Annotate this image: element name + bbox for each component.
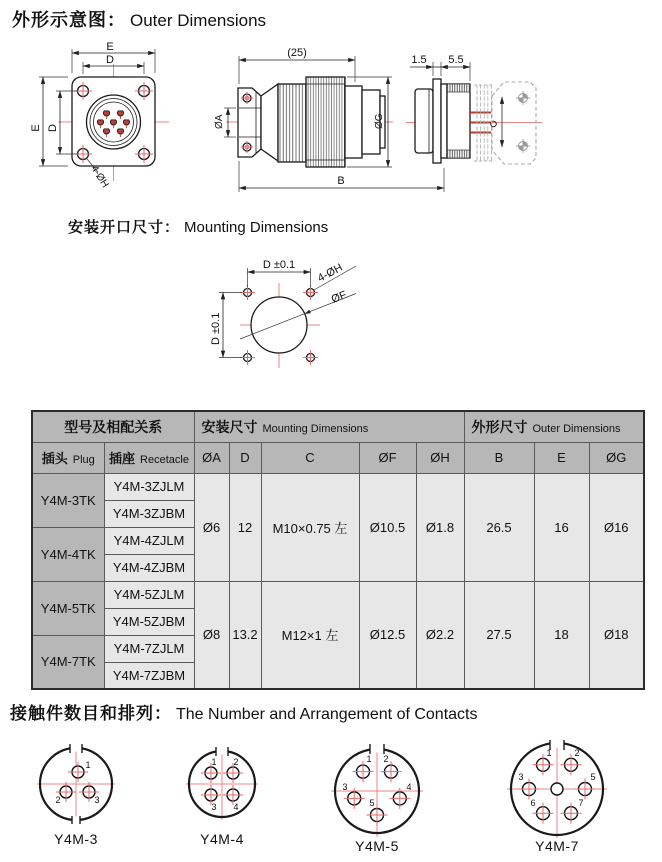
face-y4m-4 <box>186 747 258 847</box>
pin-number: 5 <box>369 798 375 808</box>
contact-arrangement-drawing <box>0 740 662 860</box>
dim-25: (25) <box>287 47 307 59</box>
value-h: Ø2.2 <box>416 581 464 689</box>
pin-number: 3 <box>342 782 348 792</box>
pin-number: 3 <box>211 802 217 812</box>
outer-dimensions-title-en: Outer Dimensions <box>130 11 267 30</box>
header-col-e: E <box>534 442 589 473</box>
value-a: Ø6 <box>194 473 229 581</box>
spec-table <box>31 410 645 690</box>
face-pins <box>56 762 99 802</box>
receptacle-model-cell: Y4M-4ZJBM <box>104 554 194 581</box>
pin-number: 2 <box>574 748 580 758</box>
pin-number: 1 <box>366 754 372 764</box>
header-model-group: 型号及相配关系 <box>32 411 194 442</box>
plug-model-cell: Y4M-5TK <box>32 581 104 635</box>
value-f: Ø12.5 <box>359 581 416 689</box>
plug-model-cell: Y4M-3TK <box>32 473 104 527</box>
face-y4m-3 <box>37 744 115 847</box>
face-label: Y4M-7 <box>535 838 579 854</box>
pin-number: 3 <box>518 772 524 782</box>
pin-number: 4 <box>233 802 239 812</box>
plug-side-drawing <box>214 47 444 192</box>
mounting-dimensions-title-cn: 安装开口尺寸： <box>68 219 181 236</box>
outer-dimensions-drawing <box>0 38 662 203</box>
contacts-title-en: The Number and Arrangement of Contacts <box>176 706 478 723</box>
face-label: Y4M-3 <box>54 831 98 847</box>
header-col-c: C <box>261 442 359 473</box>
dim-e-top: E <box>106 41 114 53</box>
receptacle-model-cell: Y4M-7ZJLM <box>104 635 194 662</box>
mounting-dimensions-title <box>68 216 328 237</box>
value-b: 27.5 <box>464 581 534 689</box>
dim-d-top: D <box>106 54 114 66</box>
dim-d-top: D ±0.1 <box>262 259 296 271</box>
header-col-f: ØF <box>359 442 416 473</box>
dim-a: ØA <box>214 114 225 129</box>
value-b: 26.5 <box>464 473 534 581</box>
value-c: M12×1 左 <box>261 581 359 689</box>
receptacle-dimensions <box>410 54 470 81</box>
value-d: 12 <box>229 473 261 581</box>
dim-4-holes: 4-ØH <box>88 163 111 190</box>
plug-model-cell: Y4M-7TK <box>32 635 104 689</box>
dim-1-5: 1.5 <box>411 54 427 66</box>
dim-5-5: 5.5 <box>448 54 464 66</box>
receptacle-model-cell: Y4M-3ZJBM <box>104 500 194 527</box>
dim-d-left: D <box>47 124 59 132</box>
receptacle-model-cell: Y4M-5ZJBM <box>104 608 194 635</box>
pin-number: 1 <box>85 760 91 770</box>
face-label: Y4M-4 <box>200 831 244 847</box>
header-col-g: ØG <box>589 442 644 473</box>
pin-number: 3 <box>94 795 100 805</box>
pin-number: 2 <box>233 757 239 767</box>
header-col-h: ØH <box>416 442 464 473</box>
pin-number: 2 <box>383 754 389 764</box>
contacts-title <box>10 699 478 724</box>
face-y4m-5 <box>331 744 423 854</box>
value-c: M10×0.75 左 <box>261 473 359 581</box>
header-receptacle: 插座 Recetacle <box>104 442 194 473</box>
value-f: Ø10.5 <box>359 473 416 581</box>
value-a: Ø8 <box>194 581 229 689</box>
plug-model-cell: Y4M-4TK <box>32 527 104 581</box>
value-h: Ø1.8 <box>416 473 464 581</box>
contacts-title-cn: 接触件数目和排列： <box>10 704 172 723</box>
pin-number: 7 <box>578 798 584 808</box>
dim-b: B <box>337 175 345 187</box>
receptacle-model-cell: Y4M-7ZJBM <box>104 662 194 689</box>
mounting-dimensions-title-en: Mounting Dimensions <box>184 219 329 236</box>
pin-number: 2 <box>55 795 61 805</box>
header-mounting-group: 安装尺寸 Mounting Dimensions <box>194 411 464 442</box>
outer-dimensions-title <box>12 6 266 32</box>
header-plug: 插头 Plug <box>32 442 104 473</box>
pin-number: 1 <box>546 748 552 758</box>
receptacle-model-cell: Y4M-5ZJLM <box>104 581 194 608</box>
dim-f: ØF <box>329 289 349 306</box>
pin-number: 4 <box>406 782 412 792</box>
dim-e-left: E <box>30 124 42 132</box>
mounting-dimensions-drawing <box>0 245 662 405</box>
value-e: 16 <box>534 473 589 581</box>
receptacle-model-cell: Y4M-3ZJLM <box>104 473 194 500</box>
value-g: Ø18 <box>589 581 644 689</box>
receptacle-side-drawing <box>406 54 542 164</box>
mounting-drawing <box>210 259 356 368</box>
face-label: Y4M-5 <box>355 838 399 854</box>
front-view-drawing <box>30 41 169 190</box>
header-col-b: B <box>464 442 534 473</box>
face-y4m-7 <box>507 740 607 854</box>
pin-number: 1 <box>211 757 217 767</box>
value-d: 13.2 <box>229 581 261 689</box>
header-col-d: D <box>229 442 261 473</box>
outer-dimensions-title-cn: 外形示意图： <box>12 10 126 30</box>
dim-g: ØG <box>374 113 385 129</box>
pin-number: 5 <box>590 772 596 782</box>
dim-4-holes: 4-ØH <box>315 261 345 285</box>
receptacle-model-cell: Y4M-4ZJLM <box>104 527 194 554</box>
header-outer-group: 外形尺寸 Outer Dimensions <box>464 411 644 442</box>
pin-number: 6 <box>530 798 536 808</box>
value-e: 18 <box>534 581 589 689</box>
value-g: Ø16 <box>589 473 644 581</box>
dim-d-left: D ±0.1 <box>210 312 222 345</box>
header-col-a: ØA <box>194 442 229 473</box>
